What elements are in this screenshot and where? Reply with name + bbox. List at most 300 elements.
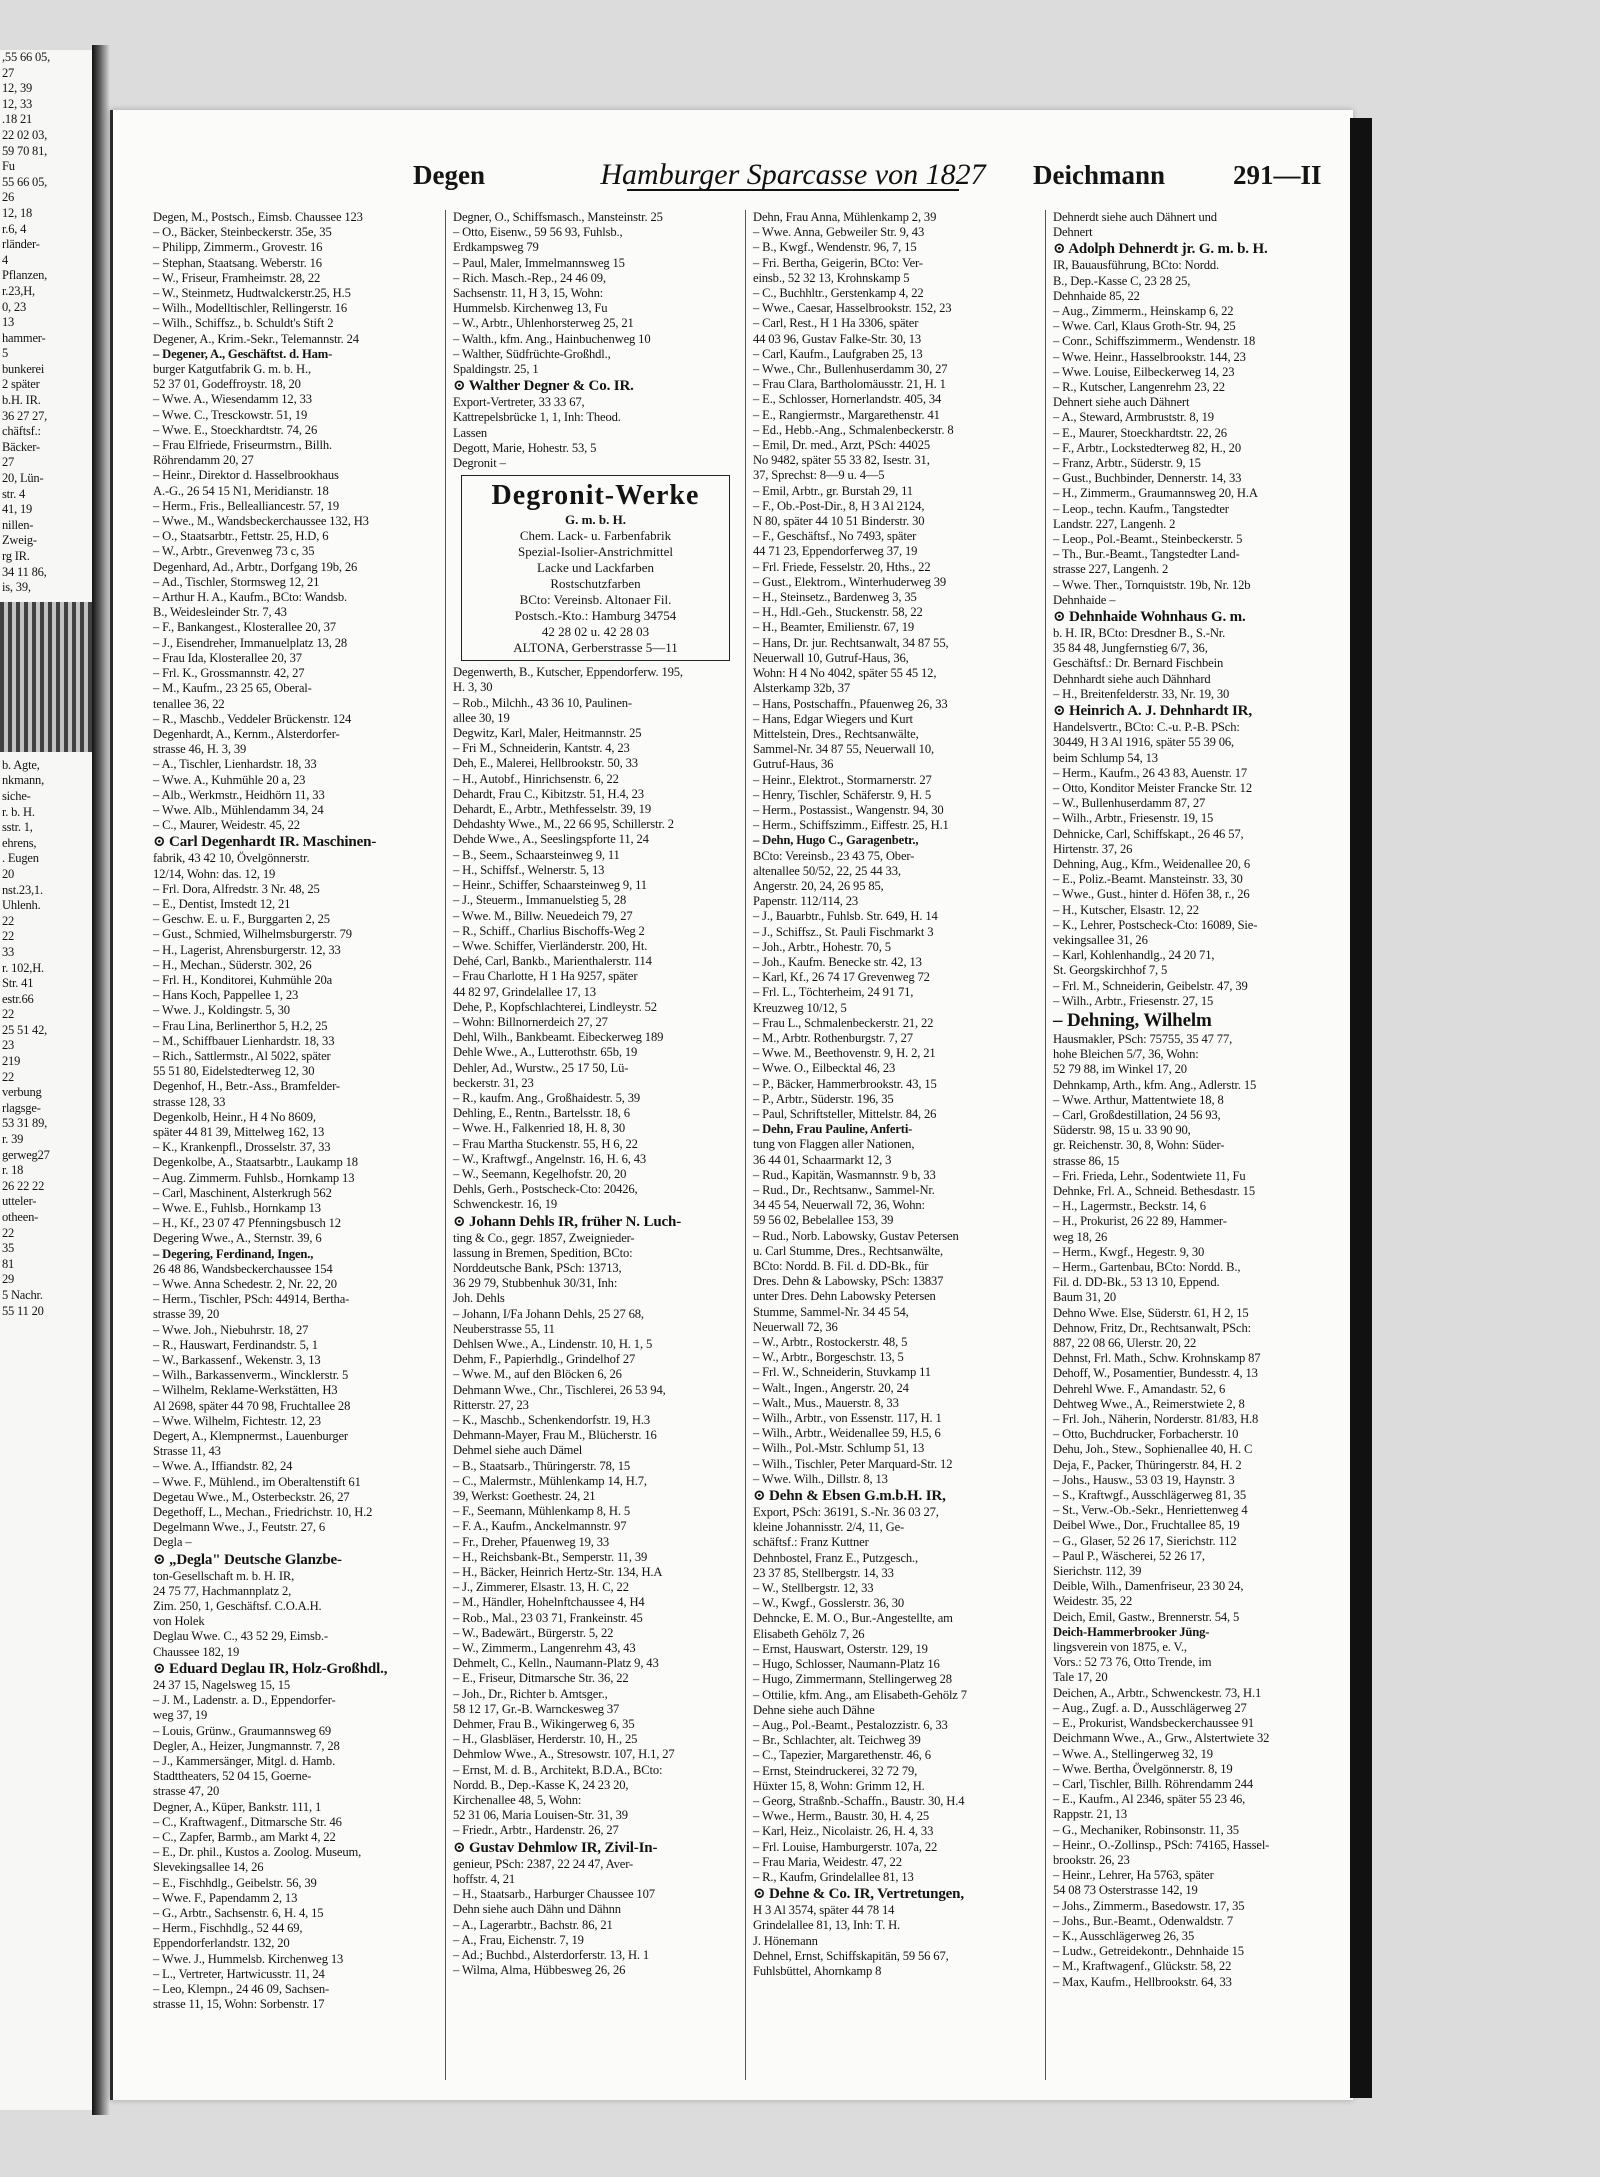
directory-entry: – W., Steinmetz, Hudtwalckerstr.25, H.5 xyxy=(153,286,351,301)
directory-entry: – Ludw., Getreidekontr., Dehnhaide 15 xyxy=(1053,1944,1244,1959)
prev-page-line: sstr. 1, xyxy=(2,820,33,835)
directory-entry: – G., Glaser, 52 26 17, Sierichstr. 112 xyxy=(1053,1533,1237,1548)
directory-entry: 58 12 17, Gr.-B. Warnckesweg 37 xyxy=(453,1701,620,1716)
prev-page-line: 41, 19 xyxy=(2,502,33,517)
prev-page-line: 2 später xyxy=(2,377,40,392)
directory-entry: Nordd. B., Dep.-Kasse K, 24 23 20, xyxy=(453,1777,629,1792)
prev-page-line: 22 xyxy=(2,1069,15,1084)
directory-entry: – E., Schlosser, Hornerlandstr. 405, 34 xyxy=(753,392,942,407)
prev-page-line: 219 xyxy=(2,1054,21,1069)
directory-entry: Vors.: 52 73 76, Otto Trende, im xyxy=(1053,1655,1212,1670)
column-2 xyxy=(453,210,738,2080)
directory-entry: Degott, Marie, Hohestr. 53, 5 xyxy=(453,440,597,455)
directory-entry: – R., Kutscher, Langenrehm 23, 22 xyxy=(1053,380,1225,395)
directory-entry: ⊙ Dehne & Co. IR, Vertretungen, xyxy=(753,1886,964,1903)
directory-entry: – Otto, Konditor Meister Francke Str. 12 xyxy=(1053,780,1252,795)
directory-entry: Deible, Wilh., Damenfriseur, 23 30 24, xyxy=(1053,1579,1244,1594)
directory-entry: – Hans, Postschaffn., Pfauenweg 26, 33 xyxy=(753,696,948,711)
directory-entry: – Heinr., O.-Zollinsp., PSch: 74165, Hassel- xyxy=(1053,1837,1270,1852)
directory-entry: – H., Lagerist, Ahrensburgerstr. 12, 33 xyxy=(153,942,341,957)
prev-page-line: 25 51 42, xyxy=(2,1022,48,1037)
directory-entry: burger Katgutfabrik G. m. b. H., xyxy=(153,362,311,377)
directory-entry: – G., Mechaniker, Robinsonstr. 11, 35 xyxy=(1053,1822,1239,1837)
directory-entry: Degener, A., Krim.-Sekr., Telemannstr. 24 xyxy=(153,331,359,346)
directory-entry: – R., Maschb., Veddeler Brückenstr. 124 xyxy=(153,711,352,726)
directory-entry: Kreuzweg 10/12, 5 xyxy=(753,1000,847,1015)
directory-entry: Joh. Dehls xyxy=(453,1291,505,1306)
directory-entry: strasse 47, 20 xyxy=(153,1784,220,1799)
directory-entry: – H., Schiffsf., Welnerstr. 5, 13 xyxy=(453,862,605,877)
directory-entry: Ritterstr. 27, 23 xyxy=(453,1397,529,1412)
directory-entry: – C., Maurer, Weidestr. 45, 22 xyxy=(153,818,300,833)
directory-entry: Elisabeth Gehölz 7, 26 xyxy=(753,1626,865,1641)
directory-entry: – M., Arbtr. Rothenburgstr. 7, 27 xyxy=(753,1030,913,1045)
directory-entry: Dehning, Aug., Kfm., Weidenallee 20, 6 xyxy=(1053,856,1250,871)
prev-page-line: 22 xyxy=(2,1225,15,1240)
directory-entry: – Louis, Grünw., Graumannsweg 69 xyxy=(153,1723,332,1738)
directory-entry: 24 37 15, Nagelsweg 15, 15 xyxy=(153,1677,291,1692)
directory-entry: – Carl, Großdestillation, 24 56 93, xyxy=(1053,1107,1221,1122)
prev-page-line: utteler- xyxy=(2,1194,37,1209)
prev-page-line: verbung xyxy=(2,1085,42,1100)
prev-page-line: r. 102,H. xyxy=(2,960,44,975)
prev-page-line: hammer- xyxy=(2,330,46,345)
directory-entry: – Paul, Maler, Immelmannsweg 15 xyxy=(453,255,625,270)
directory-entry: strasse 227, Langenh. 2 xyxy=(1053,562,1169,577)
directory-entry: vekingsallee 31, 26 xyxy=(1053,932,1148,947)
directory-entry: ⊙ Carl Degenhardt IR. Maschinen- xyxy=(153,834,377,851)
directory-entry: Angerstr. 20, 24, 26 95 85, xyxy=(753,878,884,893)
directory-entry: – Wwe. E., Stoeckhardtstr. 74, 26 xyxy=(153,422,318,437)
directory-entry: – Heinr., Direktor d. Hasselbrookhaus xyxy=(153,468,339,483)
directory-entry: Deichen, A., Arbtr., Schwenckestr. 73, H.1 xyxy=(1053,1685,1262,1700)
directory-entry: Hausmakler, PSch: 75755, 35 47 77, xyxy=(1053,1031,1233,1046)
directory-entry: A.-G., 26 54 15 N1, Meridianstr. 18 xyxy=(153,483,329,498)
directory-entry: – Wwe. A., Kuhmühle 20 a, 23 xyxy=(153,772,306,787)
directory-entry: strasse 128, 33 xyxy=(153,1094,226,1109)
directory-entry: – Frl. Dora, Alfredstr. 3 Nr. 48, 25 xyxy=(153,881,320,896)
ad-line: Lacke und Lackfarben xyxy=(537,560,654,576)
directory-entry: von Holek xyxy=(153,1614,205,1629)
directory-entry: – K., Lehrer, Postscheck-Cto: 16089, Sie- xyxy=(1053,917,1258,932)
directory-entry: – Carl, Kaufm., Laufgraben 25, 13 xyxy=(753,346,923,361)
directory-entry: 44 71 23, Eppendorferweg 37, 19 xyxy=(753,544,918,559)
directory-entry: – Hans, Dr. jur. Rechtsanwalt, 34 87 55, xyxy=(753,635,949,650)
directory-entry: – R., Schiff., Charlius Bischoffs-Weg 2 xyxy=(453,923,645,938)
directory-entry: – H., Staatsarb., Harburger Chaussee 107 xyxy=(453,1887,655,1902)
directory-entry: Zim. 250, 1, Geschäftsf. C.O.A.H. xyxy=(153,1599,322,1614)
directory-entry: Lassen xyxy=(453,425,488,440)
directory-entry: – Rob., Milchh., 43 36 10, Paulinen- xyxy=(453,695,632,710)
directory-entry: Deich-Hammerbrooker Jüng- xyxy=(1053,1624,1210,1639)
prev-page-line: 12, 33 xyxy=(2,96,33,111)
directory-entry: – W., Arbtr., Uhlenhorsterweg 25, 21 xyxy=(453,316,634,331)
directory-entry: Sierichstr. 112, 39 xyxy=(1053,1564,1142,1579)
directory-entry: – Johs., Zimmerm., Basedowstr. 17, 35 xyxy=(1053,1898,1245,1913)
directory-entry: Degenkolb, Heinr., H 4 No 8609, xyxy=(153,1109,316,1124)
directory-entry: strasse 46, H. 3, 39 xyxy=(153,742,247,757)
directory-entry: – Wwe. Wilhelm, Fichtestr. 12, 23 xyxy=(153,1413,321,1428)
directory-entry: – F., Seemann, Mühlenkamp 8, H. 5 xyxy=(453,1504,630,1519)
directory-entry: Deh, E., Malerei, Hellbrookstr. 50, 33 xyxy=(453,756,638,771)
directory-entry: – Fri. Bertha, Geigerin, BCto: Ver- xyxy=(753,255,923,270)
directory-entry: – Wilh., Pol.-Mstr. Schlump 51, 13 xyxy=(753,1441,925,1456)
directory-entry: – E., Kaufm., Al 2346, später 55 23 46, xyxy=(1053,1792,1246,1807)
directory-entry: strasse 39, 20 xyxy=(153,1307,220,1322)
directory-entry: Degenwerth, B., Kutscher, Eppendorferw. 195, xyxy=(453,665,683,680)
directory-entry: Dehnert xyxy=(1053,225,1093,240)
directory-entry: – C., Kraftwagenf., Ditmarsche Str. 46 xyxy=(153,1814,342,1829)
directory-entry: Degethoff, L., Mechan., Friedrichstr. 10, H.2 xyxy=(153,1505,373,1520)
directory-entry: Hüxter 15, 8, Wohn: Grimm 12, H. xyxy=(753,1778,925,1793)
directory-entry: – W., Arbtr., Rostockerstr. 48, 5 xyxy=(753,1335,908,1350)
directory-entry: 44 03 96, Gustav Falke-Str. 30, 13 xyxy=(753,331,922,346)
directory-entry: – Arthur H. A., Kaufm., BCto: Wandsb. xyxy=(153,590,347,605)
prev-page-line: r. 18 xyxy=(2,1163,24,1178)
directory-entry: – Gust., Buchbinder, Dennerstr. 14, 33 xyxy=(1053,471,1242,486)
column-3 xyxy=(753,210,1038,2080)
directory-entry: – R., Kaufm, Grindelallee 81, 13 xyxy=(753,1869,914,1884)
directory-entry: Degetau Wwe., M., Osterbeckstr. 26, 27 xyxy=(153,1489,350,1504)
directory-entry: schäftsf.: Franz Kuttner xyxy=(753,1535,869,1550)
directory-entry: 44 82 97, Grindelallee 17, 13 xyxy=(453,984,596,999)
directory-entry: Dehde Wwe., A., Seeslingspforte 11, 24 xyxy=(453,832,649,847)
prev-page-line: otheen- xyxy=(2,1210,39,1224)
directory-entry: – Wwe. Arthur, Mattentwiete 18, 8 xyxy=(1053,1092,1224,1107)
directory-entry: – A., Tischler, Lienhardstr. 18, 33 xyxy=(153,757,317,772)
prev-page-line: 36 27 27, xyxy=(2,408,48,423)
prev-page-line: 53 31 89, xyxy=(2,1116,48,1131)
directory-entry: J. Hönemann xyxy=(753,1933,818,1948)
directory-entry: – Wwe. M., Beethovenstr. 9, H. 2, 21 xyxy=(753,1046,936,1061)
directory-entry: – Br., Schlachter, alt. Teichweg 39 xyxy=(753,1733,921,1748)
previous-page-strip xyxy=(0,50,102,2110)
directory-entry: – J., Bauarbtr., Fuhlsb. Str. 649, H. 14 xyxy=(753,909,938,924)
directory-entry: – Wwe., Herm., Baustr. 30, H. 4, 25 xyxy=(753,1809,930,1824)
directory-entry: – K., Maschb., Schenkendorfstr. 19, H.3 xyxy=(453,1413,651,1427)
prev-page-line: Zweig- xyxy=(2,533,37,548)
directory-entry: – H., Prokurist, 26 22 89, Hammer- xyxy=(1053,1214,1227,1229)
directory-entry: Dehmelt, C., Kelln., Naumann-Platz 9, 43 xyxy=(453,1656,659,1671)
directory-entry: – W., Arbtr., Grevenweg 73 c, 35 xyxy=(153,544,315,559)
column-4 xyxy=(1053,210,1338,2080)
directory-entry: – Rich. Masch.-Rep., 24 46 09, xyxy=(453,270,606,285)
directory-entry: Dehnst, Frl. Math., Schw. Krohnskamp 87 xyxy=(1053,1351,1261,1366)
prev-page-line: 26 22 22 xyxy=(2,1178,45,1193)
directory-entry: Dehnel, Ernst, Schiffskapitän, 59 56 67, xyxy=(753,1948,949,1963)
directory-entry: – Fri M., Schneiderin, Kantstr. 4, 23 xyxy=(453,741,630,756)
prev-page-line: str. 4 xyxy=(2,486,26,501)
directory-entry: Dehardt, E., Arbtr., Methfesselstr. 39, 19 xyxy=(453,802,651,817)
directory-entry: Dehle Wwe., A., Lutterothstr. 65b, 19 xyxy=(453,1045,638,1060)
directory-entry: – Wwe. Heinr., Hasselbrookstr. 144, 23 xyxy=(1053,349,1246,364)
prev-page-line: Uhlenh. xyxy=(2,898,41,913)
directory-entry: Dehmel siehe auch Dämel xyxy=(453,1443,583,1458)
directory-entry: Stumme, Sammel-Nr. 34 45 54, xyxy=(753,1304,909,1319)
directory-entry: Dehtweg Wwe., A., Reimerstwiete 2, 8 xyxy=(1053,1396,1245,1411)
page-header xyxy=(153,140,1343,200)
directory-entry: – Heinr., Schiffer, Schaarsteinweg 9, 11 xyxy=(453,878,647,893)
directory-entry: – H., Hdl.-Geh., Stuckenstr. 58, 22 xyxy=(753,605,923,620)
directory-entry: – C., Tapezier, Margarethenstr. 46, 6 xyxy=(753,1748,931,1763)
directory-entry: – Karl, Kohlenhandlg., 24 20 71, xyxy=(1053,948,1215,963)
directory-entry: No 9482, später 55 33 82, Isestr. 31, xyxy=(753,453,930,468)
directory-entry: – S., Kraftwgf., Ausschlägerweg 81, 35 xyxy=(1053,1488,1246,1503)
directory-entry: 36 29 79, Stubbenhuk 30/31, Inh: xyxy=(453,1276,618,1291)
prev-page-line: 12, 18 xyxy=(2,205,33,220)
directory-entry: – Wwe. C., Tresckowstr. 51, 19 xyxy=(153,407,308,422)
directory-entry: – Walt., Ingen., Angerstr. 20, 24 xyxy=(753,1380,909,1395)
prev-page-line: chäftsf.: xyxy=(2,424,41,439)
directory-entry: Degner, O., Schiffsmasch., Mansteinstr. 25 xyxy=(453,210,663,224)
directory-entry: Al 2698, später 44 70 98, Fruchtallee 28 xyxy=(153,1398,351,1413)
directory-entry: – Frl. H., Konditorei, Kuhmühle 20a xyxy=(153,972,333,987)
directory-entry: 887, 22 08 66, Ulerstr. 20, 22 xyxy=(1053,1336,1197,1351)
directory-entry: – Paul P., Wäscherei, 52 26 17, xyxy=(1053,1548,1205,1563)
directory-entry: 52 31 06, Maria Louisen-Str. 31, 39 xyxy=(453,1808,628,1823)
directory-entry: Papenstr. 112/114, 23 xyxy=(753,894,859,909)
directory-entry: – Frau Elfriede, Friseurmstrn., Billh. xyxy=(153,438,332,453)
prev-page-line: 55 11 20 xyxy=(2,1303,44,1318)
directory-entry: – Stephan, Staatsang. Weberstr. 16 xyxy=(153,255,322,270)
directory-entry: kleine Johannisstr. 2/4, 11, Ge- xyxy=(753,1520,905,1535)
directory-entry: – Wilh., Arbtr., Friesenstr. 19, 15 xyxy=(1053,811,1214,826)
directory-entry: Gutruf-Haus, 36 xyxy=(753,757,834,772)
directory-entry: 24 75 77, Hachmannplatz 2, xyxy=(153,1583,292,1598)
directory-entry: – Wwe. Ther., Tornquiststr. 19b, Nr. 12b xyxy=(1053,577,1251,592)
prev-page-line: r. b. H. xyxy=(2,804,35,819)
directory-entry: Spaldingstr. 25, 1 xyxy=(453,362,539,377)
directory-entry: Degelmann Wwe., J., Feutstr. 27, 6 xyxy=(153,1520,326,1535)
directory-page xyxy=(110,110,1353,2100)
prev-page-line: estr.66 xyxy=(2,991,34,1006)
directory-entry: Baum 31, 20 xyxy=(1053,1290,1117,1305)
directory-entry: Strasse 11, 43 xyxy=(153,1444,221,1459)
directory-entry: – Wilh., Barkassenverm., Wincklerstr. 5 xyxy=(153,1368,349,1383)
directory-entry: – Frl. L., Töchterheim, 24 91 71, xyxy=(753,985,914,1000)
directory-entry: – K., Krankenpfl., Drosselstr. 37, 33 xyxy=(153,1140,331,1155)
directory-entry: – Wwe., Chr., Bullenhuserdamm 30, 27 xyxy=(753,362,948,377)
directory-entry: – Frau Charlotte, H 1 Ha 9257, später xyxy=(453,969,638,984)
directory-entry: – J. M., Ladenstr. a. D., Eppendorfer- xyxy=(153,1693,336,1708)
directory-entry: Degert, A., Klempnermst., Lauenburger xyxy=(153,1429,348,1444)
directory-entry: Deich, Emil, Gastw., Brennerstr. 54, 5 xyxy=(1053,1609,1240,1624)
page-edge xyxy=(1350,118,1372,2098)
directory-entry: – M., Händler, Hohelnftchaussee 4, H4 xyxy=(453,1595,645,1610)
prev-page-line: nkmann, xyxy=(2,773,44,788)
directory-entry: – Heinr., Elektrot., Stormarnerstr. 27 xyxy=(753,772,932,787)
directory-entry: – Th., Bur.-Beamt., Tangstedter Land- xyxy=(1053,547,1240,562)
directory-entry: einsb., 52 32 13, Krohnskamp 5 xyxy=(753,270,910,285)
directory-entry: – G., Arbtr., Sachsenstr. 6, H. 4, 15 xyxy=(153,1905,324,1920)
directory-entry: hohe Bleichen 5/7, 36, Wohn: xyxy=(1053,1047,1199,1062)
prev-page-line: ,55 66 05, xyxy=(2,50,51,64)
directory-entry: Dehnerdt siehe auch Dähnert und xyxy=(1053,210,1217,224)
directory-entry: genieur, PSch: 2387, 22 24 47, Aver- xyxy=(453,1856,634,1871)
prev-page-line: siche- xyxy=(2,788,31,803)
directory-entry: – Wwe. Anna, Gebweiler Str. 9, 43 xyxy=(753,225,925,240)
prev-page-line: 81 xyxy=(2,1256,15,1271)
directory-entry: – Johs., Bur.-Beamt., Odenwaldstr. 7 xyxy=(1053,1913,1233,1928)
directory-entry: – Gust., Schmied, Wilhelmsburgerstr. 79 xyxy=(153,927,352,942)
directory-entry: Süderstr. 98, 15 u. 33 90 90, xyxy=(1053,1123,1191,1138)
directory-entry: Dehno Wwe. Else, Süderstr. 61, H 2, 15 xyxy=(1053,1305,1249,1320)
directory-entry: 35 84 48, Jungfernstieg 6/7, 36, xyxy=(1053,641,1208,656)
directory-entry: ⊙ Heinrich A. J. Dehnhardt IR, xyxy=(1053,703,1252,720)
directory-entry: – Rob., Mal., 23 03 71, Frankeinstr. 45 xyxy=(453,1610,643,1625)
directory-entry: Dehne siehe auch Dähne xyxy=(753,1702,875,1717)
directory-entry: Degwitz, Karl, Maler, Heitmannstr. 25 xyxy=(453,726,642,741)
prev-page-line: 27 xyxy=(2,455,15,470)
directory-entry: Dehu, Joh., Stew., Sophienallee 40, H. C xyxy=(1053,1442,1253,1457)
directory-entry: – Wilh., Schiffsz., b. Schuldt's Stift 2 xyxy=(153,316,334,331)
directory-entry: – Wwe., Gust., hinter d. Höfen 38, r., 26 xyxy=(1053,887,1250,902)
directory-entry: Dehnow, Fritz, Dr., Rechtsanwalt, PSch: xyxy=(1053,1320,1251,1335)
prev-page-line: Bäcker- xyxy=(2,439,40,454)
directory-entry: Degering Wwe., A., Sternstr. 39, 6 xyxy=(153,1231,322,1246)
book-binding xyxy=(92,45,110,2115)
directory-entry: – E., Prokurist, Wandsbeckerchaussee 91 xyxy=(1053,1716,1254,1731)
guide-word-left: Degen xyxy=(413,160,485,190)
directory-entry: – Conr., Schiffszimmerm., Wendenstr. 18 xyxy=(1053,334,1256,349)
directory-entry: – Ottilie, kfm. Ang., am Elisabeth-Gehölz 7 xyxy=(753,1687,967,1702)
directory-entry: Dehler, Ad., Wurstw., 25 17 50, Lü- xyxy=(453,1060,629,1075)
prev-page-line: nillen- xyxy=(2,517,34,532)
directory-entry: – Wwe. Carl, Klaus Groth-Str. 94, 25 xyxy=(1053,319,1236,334)
directory-entry: – W., Bullenhuserdamm 87, 27 xyxy=(1053,796,1206,811)
directory-entry: B., Weidesleinder Str. 7, 43 xyxy=(153,605,287,620)
directory-entry: – Alb., Werkmstr., Heidhörn 11, 33 xyxy=(153,787,325,802)
prev-page-line: 20, Lün- xyxy=(2,471,44,486)
directory-entry: – E., Friseur, Ditmarsche Str. 36, 22 xyxy=(453,1671,629,1686)
directory-entry: – M., Kaufm., 23 25 65, Oberal- xyxy=(153,681,312,696)
directory-entry: – Herm., Schiffszimm., Eiffestr. 25, H.1 xyxy=(753,818,949,833)
prev-page-line: 27 xyxy=(2,65,15,80)
directory-entry: – Wwe. F., Mühlend., im Oberaltenstift 61 xyxy=(153,1474,361,1489)
prev-page-line: .18 21 xyxy=(2,112,33,127)
directory-entry: – Wwe. A., Wiesendamm 12, 33 xyxy=(153,392,312,407)
directory-entry: Dehn, Frau Anna, Mühlenkamp 2, 39 xyxy=(753,210,937,224)
directory-entry: 55 51 80, Eidelstedterweg 12, 30 xyxy=(153,1064,315,1079)
directory-entry: B., Dep.-Kasse C, 23 28 25, xyxy=(1053,273,1191,288)
directory-entry: 52 79 88, im Winkel 17, 20 xyxy=(1053,1062,1187,1077)
directory-entry: – Joh., Dr., Richter b. Amtsger., xyxy=(453,1686,608,1701)
ad-title: Degronit-Werke xyxy=(491,480,700,512)
prev-page-line: 20 xyxy=(2,866,15,881)
directory-entry: H. 3, 30 xyxy=(453,680,493,695)
directory-entry: Dehncke, E. M. O., Bur.-Angestellte, am xyxy=(753,1611,953,1626)
directory-entry: 23 37 85, Stellbergstr. 14, 33 xyxy=(753,1565,894,1580)
directory-entry: – Hugo, Schlosser, Naumann-Platz 16 xyxy=(753,1657,940,1672)
directory-entry: Dehlsen Wwe., A., Lindenstr. 10, H. 1, 5 xyxy=(453,1336,653,1351)
directory-entry: 37, Sprechst: 8—9 u. 4—5 xyxy=(753,468,885,483)
directory-entry: später 44 81 39, Mittelweg 162, 13 xyxy=(153,1124,325,1139)
directory-entry: – A., Steward, Armbruststr. 8, 19 xyxy=(1053,410,1214,425)
directory-entry: – Wwe. Anna Schedestr. 2, Nr. 22, 20 xyxy=(153,1277,337,1292)
prev-page-line: 55 66 05, xyxy=(2,174,48,189)
directory-entry: Neuerwall 72, 36 xyxy=(753,1319,838,1334)
directory-entry: – Otto, Buchdrucker, Forbacherstr. 10 xyxy=(1053,1427,1239,1442)
directory-entry: – Ad.; Buchbd., Alsterdorferstr. 13, H. 1 xyxy=(453,1947,650,1962)
directory-entry: 39, Werkst: Goethestr. 24, 21 xyxy=(453,1489,596,1504)
directory-entry: – Walt., Mus., Mauerstr. 8, 33 xyxy=(753,1395,899,1410)
directory-entry: – Wwe. Schiffer, Vierländerstr. 200, Ht. xyxy=(453,938,648,953)
directory-entry: – Joh., Kaufm. Benecke str. 42, 13 xyxy=(753,954,922,969)
directory-entry: – Frau L., Schmalenbeckerstr. 21, 22 xyxy=(753,1015,934,1030)
prev-page-line: nst.23,1. xyxy=(2,882,43,897)
directory-entry: Erdkampsweg 79 xyxy=(453,240,539,255)
directory-entry: Sachsenstr. 11, H 3, 15, Wohn: xyxy=(453,286,604,301)
directory-entry: Degler, A., Heizer, Jungmannstr. 7, 28 xyxy=(153,1738,340,1753)
directory-entry: – Leop., techn. Kaufm., Tangstedter xyxy=(1053,501,1229,516)
directory-entry: – Wwe. M., auf den Blöcken 6, 26 xyxy=(453,1367,622,1382)
directory-entry: – E., Fischhdlg., Geibelstr. 56, 39 xyxy=(153,1875,317,1890)
directory-entry: – E., Maurer, Stoeckhardtstr. 22, 26 xyxy=(1053,425,1227,440)
directory-entry: ⊙ „Degla" Deutsche Glanzbe- xyxy=(153,1551,342,1568)
directory-entry: – Emil, Arbtr., gr. Burstah 29, 11 xyxy=(753,483,913,498)
directory-entry: – Wwe., Caesar, Hasselbrookstr. 152, 23 xyxy=(753,301,952,316)
directory-entry: – H., Reichsbank-Bt., Semperstr. 11, 39 xyxy=(453,1549,648,1564)
directory-entry: – Hans, Edgar Wiegers und Kurt xyxy=(753,711,913,726)
directory-entry: – Dehn, Frau Pauline, Anferti- xyxy=(753,1122,913,1137)
directory-entry: – Aug., Zimmerm., Heinskamp 6, 22 xyxy=(1053,304,1234,319)
directory-entry: – Karl, Heiz., Nicolaistr. 26, H. 4, 33 xyxy=(753,1824,934,1839)
directory-entry: – Herm., Fischhdlg., 52 44 69, xyxy=(153,1921,303,1936)
directory-entry: 52 37 01, Godeffroystr. 18, 20 xyxy=(153,377,301,392)
directory-entry: – Paul, Schriftsteller, Mittelstr. 84, 26 xyxy=(753,1106,937,1121)
directory-entry: – Herm., Tischler, PSch: 44914, Bertha- xyxy=(153,1292,350,1307)
directory-entry: u. Carl Stumme, Dres., Rechtsanwälte, xyxy=(753,1243,943,1258)
directory-entry: H 3 Al 3574, später 44 78 14 xyxy=(753,1903,895,1918)
directory-entry: Export-Vertreter, 33 33 67, xyxy=(453,395,585,410)
prev-page-line: 23 xyxy=(2,1038,15,1053)
directory-entry: Kirchenallee 48, 5, Wohn: xyxy=(453,1793,582,1808)
directory-entry: – Leop., Pol.-Beamt., Steinbeckerstr. 5 xyxy=(1053,532,1243,547)
directory-entry: – Heinr., Lehrer, Ha 5763, später xyxy=(1053,1868,1214,1883)
directory-entry: ⊙ Gustav Dehmlow IR, Zivil-In- xyxy=(453,1839,658,1856)
prev-page-line: b. Agte, xyxy=(2,757,40,772)
directory-entry: – B., Seem., Schaarsteinweg 9, 11 xyxy=(453,847,620,862)
prev-page-line: 34 11 86, xyxy=(2,564,47,579)
directory-entry: – B., Staatsarb., Thüringerstr. 78, 15 xyxy=(453,1458,631,1473)
directory-entry: – M., Schiffbauer Lienhardstr. 18, 33 xyxy=(153,1033,335,1048)
directory-entry: – H., Mechan., Süderstr. 302, 26 xyxy=(153,957,312,972)
directory-entry: – Walth., kfm. Ang., Hainbuchenweg 10 xyxy=(453,331,651,346)
directory-entry: – Wwe. A., Stellingerweg 32, 19 xyxy=(1053,1746,1213,1761)
directory-entry: ⊙ Walther Degner & Co. IR. xyxy=(453,378,634,395)
directory-entry: – Wwe. Joh., Niebuhrstr. 18, 27 xyxy=(153,1322,309,1337)
directory-entry: Kattrepelsbrücke 1, 1, Inh: Theod. xyxy=(453,410,621,425)
directory-entry: – M., Kraftwagenf., Glückstr. 58, 22 xyxy=(1053,1959,1232,1974)
directory-entry: – Franz, Arbtr., Süderstr. 9, 15 xyxy=(1053,456,1201,471)
directory-entry: – Herm., Kaufm., 26 43 83, Auenstr. 17 xyxy=(1053,765,1248,780)
directory-entry: – W., Seemann, Kegelhofstr. 20, 20 xyxy=(453,1166,627,1181)
directory-entry: – Henry, Tischler, Schäferstr. 9, H. 5 xyxy=(753,787,932,802)
directory-entry: – C., Buchhltr., Gerstenkamp 4, 22 xyxy=(753,286,924,301)
directory-entry: – Wilh., Tischler, Peter Marquard-Str. 12 xyxy=(753,1456,953,1471)
directory-entry: – Carl, Maschinent, Alsterkrugh 562 xyxy=(153,1185,332,1200)
directory-entry: – Ed., Hebb.-Ang., Schmalenbeckerstr. 8 xyxy=(753,422,954,437)
directory-entry: – F., Arbtr., Lockstedterweg 82, H., 20 xyxy=(1053,440,1241,455)
directory-entry: – Wwe. J., Hummelsb. Kirchenweg 13 xyxy=(153,1951,344,1966)
directory-entry: – Frau Ida, Klosterallee 20, 37 xyxy=(153,650,302,665)
directory-entry: hoffstr. 4, 21 xyxy=(453,1871,516,1886)
directory-entry: – Carl, Rest., H 1 Ha 3306, später xyxy=(753,316,919,331)
directory-entry: – Frl. Joh., Näherin, Norderstr. 81/83, H.8 xyxy=(1053,1412,1259,1427)
directory-entry: – Ernst, Steindruckerei, 32 72 79, xyxy=(753,1763,918,1778)
directory-entry: – Herm., Postassist., Wangenstr. 94, 30 xyxy=(753,802,944,817)
directory-entry: Dehmer, Frau B., Wikingerweg 6, 35 xyxy=(453,1717,635,1732)
